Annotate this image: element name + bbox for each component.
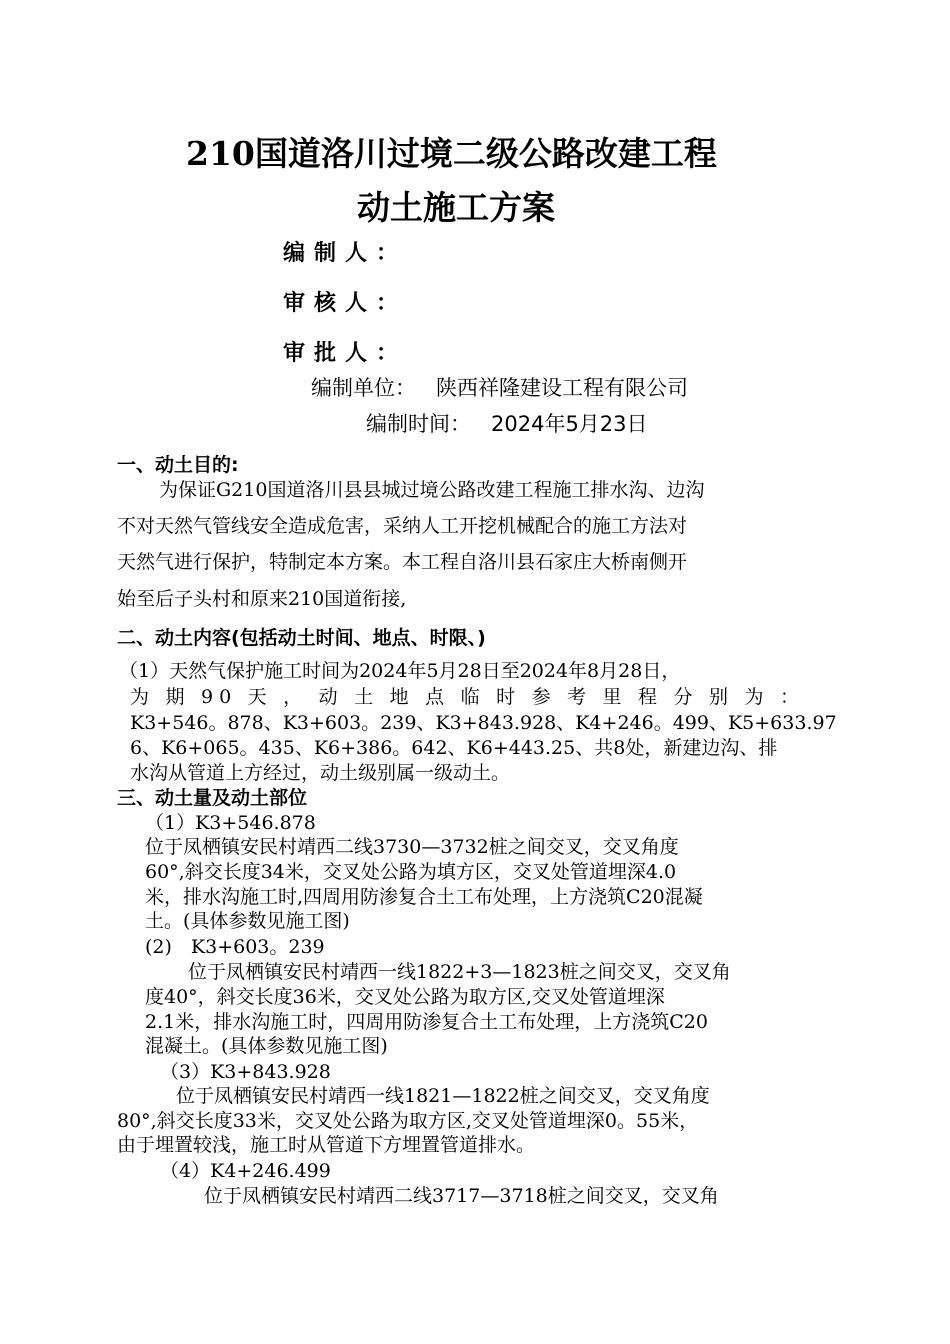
item-label: （1）K3+546.878 bbox=[145, 812, 316, 834]
item-label: （4）K4+246.499 bbox=[160, 1160, 331, 1182]
date-label: 编制时间： bbox=[366, 412, 471, 436]
item-line: 80°,斜交长度33米，交叉处公路为取方区,交叉处管道埋深0。55米， bbox=[117, 1110, 699, 1132]
item-line: 60°,斜交长度34米，交叉处公路为填方区，交叉处管道埋深4.0 bbox=[145, 861, 677, 883]
section2-line: 6、K6+065。435、K6+386。642、K6+443.25、共8处，新建边沟、排 bbox=[130, 737, 778, 759]
reviewer-label: 审核人： bbox=[283, 291, 408, 316]
approver-label: 审批人： bbox=[283, 341, 408, 366]
document-title-line2: 动土施工方案 bbox=[357, 188, 555, 227]
section2-line: 水沟从管道上方经过，动土级别属一级动土。 bbox=[130, 762, 511, 784]
section2-line: K3+546。878、K3+603。239、K3+843.928、K4+246。499、K5+633.97 bbox=[130, 712, 837, 734]
section3-heading: 三、动土量及动土部位 bbox=[117, 787, 308, 809]
section1-heading: 一、动土目的: bbox=[117, 454, 239, 476]
item-line: 位于凤栖镇安民村靖西一线1821—1822桩之间交叉，交叉角度 bbox=[176, 1085, 710, 1107]
item-label: （3）K3+843.928 bbox=[160, 1061, 331, 1083]
item-label: (2) K3+603。239 bbox=[145, 936, 325, 958]
item-line: 由于埋置较浅，施工时从管道下方埋置管道排水。 bbox=[117, 1134, 536, 1156]
item-line: 米，排水沟施工时,四周用防渗复合土工布处理，上方浇筑C20混凝 bbox=[145, 886, 703, 908]
item-line: 位于凤栖镇安民村靖西一线1822+3—1823桩之间交叉，交叉角 bbox=[188, 961, 731, 983]
item-line: 位于凤栖镇安民村靖西二线3730—3732桩之间交叉，交叉角度 bbox=[145, 836, 679, 858]
unit-value: 陕西祥隆建设工程有限公司 bbox=[436, 376, 688, 400]
item-line: 土。(具体参数见施工图) bbox=[145, 910, 350, 932]
unit-label: 编制单位： bbox=[311, 376, 416, 400]
date-value: 2024年5月23日 bbox=[491, 412, 648, 436]
section2-heading: 二、动土内容(包括动土时间、地点、时限、) bbox=[117, 627, 486, 649]
item-line: 度40°，斜交长度36米，交叉处公路为取方区,交叉处管道埋深 bbox=[145, 986, 665, 1008]
section1-line: 不对天然气管线安全造成危害，采纳人工开挖机械配合的施工方法对 bbox=[117, 515, 688, 537]
item-line: 混凝土。(具体参数见施工图) bbox=[145, 1035, 388, 1057]
section1-line: 为保证G210国道洛川县县城过境公路改建工程施工排水沟、边沟 bbox=[159, 479, 705, 501]
section1-line: 天然气进行保护，特制定本方案。本工程自洛川县石家庄大桥南侧开 bbox=[117, 551, 688, 573]
date-line bbox=[366, 408, 648, 438]
document-title-line1: 210国道洛川过境二级公路改建工程 bbox=[186, 134, 717, 173]
item-line: 2.1米，排水沟施工时，四周用防渗复合土工布处理，上方浇筑C20 bbox=[145, 1011, 708, 1033]
section2-line: 为期90天，动土地点临时参考里程分别为： bbox=[130, 686, 805, 708]
section1-line: 始至后子头村和原来210国道衔接, bbox=[117, 588, 407, 610]
compiler-label: 编制人： bbox=[283, 241, 408, 266]
item-line: 位于凤栖镇安民村靖西二线3717—3718桩之间交叉，交叉角 bbox=[204, 1185, 719, 1207]
unit-line bbox=[311, 372, 688, 402]
section2-line: （1）天然气保护施工时间为2024年5月28日至2024年8月28日， bbox=[119, 660, 681, 682]
